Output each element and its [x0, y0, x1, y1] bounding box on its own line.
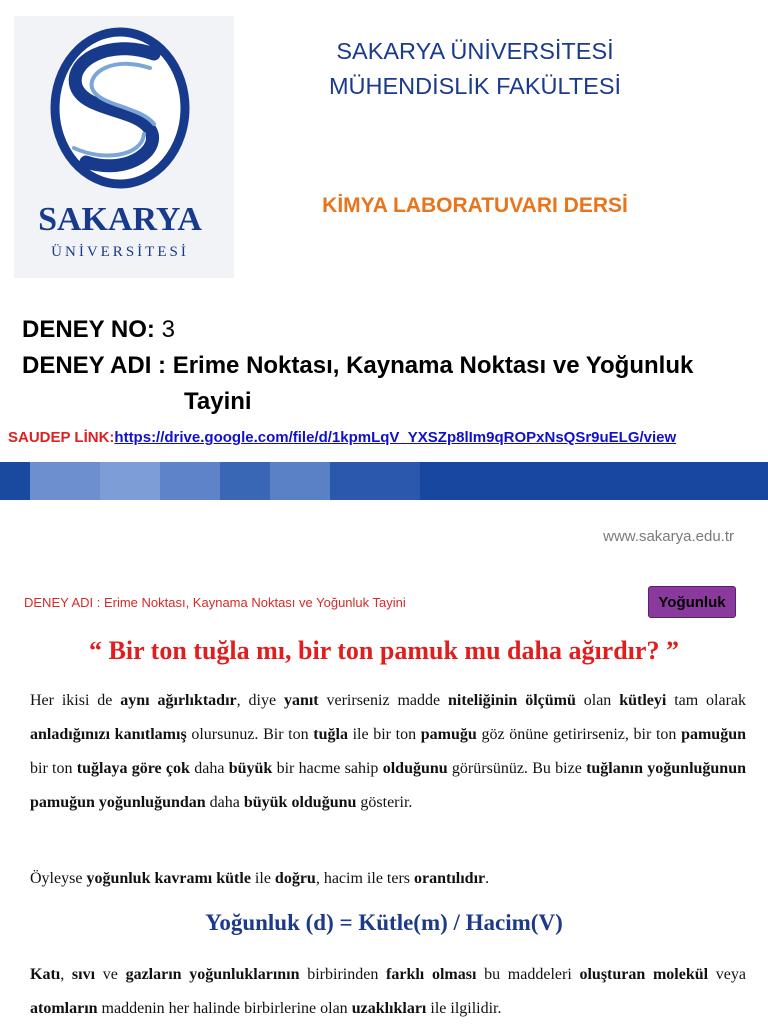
experiment-no-label: DENEY NO: — [22, 316, 155, 343]
sakarya-emblem-icon — [14, 16, 234, 278]
text-run: olursunuz. Bir ton — [186, 726, 314, 743]
bold-text-run: oluşturan molekül — [579, 966, 709, 983]
saudep-link[interactable]: https://drive.google.com/file/d/1kpmLqV_YXSZp8lIm9qROPxNsQSr9uELG/view — [114, 429, 677, 446]
faculty-name: MÜHENDİSLİK FAKÜLTESİ — [328, 73, 622, 99]
bold-text-run: tuğlaya göre çok — [76, 760, 190, 777]
university-logo — [14, 16, 234, 278]
university-name: SAKARYA ÜNİVERSİTESİ — [336, 38, 614, 64]
bold-text-run: olduğunu — [382, 760, 448, 777]
experiment-name-line1: DENEY ADI : Erime Noktası, Kaynama Noktası ve Yoğunluk — [22, 352, 694, 379]
text-run: veya — [708, 966, 747, 983]
bold-text-run: büyük — [228, 760, 273, 777]
paragraph-2 — [30, 862, 746, 896]
bold-text-run: tuğlanın yoğunluğunun pamuğun yoğunluğundan — [30, 760, 747, 811]
text-run: Öyleyse — [30, 870, 87, 887]
text-run: Her ikisi de — [30, 692, 121, 709]
bold-text-run: pamuğu — [420, 726, 477, 743]
experiment-name — [22, 348, 762, 420]
bold-text-run: pamuğun — [681, 726, 746, 743]
saudep-label: SAUDEP LİNK: — [8, 429, 115, 446]
text-run: , — [60, 966, 72, 983]
text-run: ile ilgilidir. — [426, 1000, 502, 1017]
bold-text-run: yanıt — [283, 692, 319, 709]
text-run: bir ton — [30, 760, 77, 777]
bold-text-run: gazların yoğunluklarının — [125, 966, 300, 983]
paragraph-1 — [30, 684, 746, 820]
text-run: daha — [189, 760, 229, 777]
text-run: verirseniz madde — [318, 692, 448, 709]
bold-text-run: aynı ağırlıktadır — [120, 692, 237, 709]
experiment-no-value: 3 — [161, 316, 175, 343]
logo-wordmark: SAKARYA — [38, 201, 202, 238]
text-run: tam olarak — [666, 692, 747, 709]
text-run: , diye — [236, 692, 284, 709]
experiment-name-line2: Tayini — [184, 388, 252, 415]
bold-text-run: büyük olduğunu — [243, 794, 357, 811]
bold-text-run: yoğunluk kavramı kütle — [86, 870, 251, 887]
logo-subtitle: ÜNİVERSİTESİ — [51, 244, 189, 260]
text-run: ve — [95, 966, 126, 983]
bold-text-run: Katı — [30, 966, 61, 983]
text-run: olan — [575, 692, 620, 709]
text-run: göz önüne getirirseniz, bir ton — [476, 726, 682, 743]
text-run: ile — [250, 870, 275, 887]
bold-text-run: sıvı — [71, 966, 96, 983]
course-title: KİMYA LABORATUVARI DERSİ — [322, 194, 628, 217]
bold-text-run: orantılıdır — [414, 870, 486, 887]
text-run: birbirinden — [299, 966, 387, 983]
experiment-title-small: DENEY ADI : Erime Noktası, Kaynama Noktası ve Yoğunluk Tayini — [24, 595, 406, 610]
bold-text-run: niteliğinin ölçümü — [447, 692, 576, 709]
text-run: bu maddeleri — [476, 966, 580, 983]
text-run: ile bir ton — [347, 726, 421, 743]
bold-text-run: atomların — [30, 1000, 98, 1017]
text-run: , hacim ile ters — [315, 870, 415, 887]
paragraph-3 — [30, 958, 746, 1026]
bold-text-run: anladığınızı kanıtlamış — [30, 726, 187, 743]
website-url: www.sakarya.edu.tr — [603, 528, 734, 545]
yogunluk-badge[interactable]: Yoğunluk — [648, 586, 736, 618]
experiment-heading — [22, 312, 762, 420]
university-title — [290, 34, 660, 104]
bold-text-run: farklı olması — [386, 966, 477, 983]
quote-heading: “ Bir ton tuğla mı, bir ton pamuk mu daha ağırdır? ” — [89, 636, 679, 665]
saudep-link-row — [8, 429, 676, 446]
bold-text-run: doğru — [274, 870, 316, 887]
text-run: maddenin her halinde birbirlerine olan — [97, 1000, 352, 1017]
text-run: gösterir. — [356, 794, 413, 811]
bold-text-run: kütleyi — [619, 692, 667, 709]
text-run: bir hacme sahip — [272, 760, 383, 777]
bold-text-run: tuğla — [313, 726, 348, 743]
density-formula: Yoğunluk (d) = Kütle(m) / Hacim(V) — [205, 910, 563, 935]
bold-text-run: uzaklıkları — [351, 1000, 427, 1017]
text-run: daha — [205, 794, 244, 811]
decorative-bar — [0, 462, 768, 500]
text-run: görürsünüz. Bu bize — [447, 760, 587, 777]
title-slide — [0, 0, 768, 500]
text-run: . — [485, 870, 490, 887]
